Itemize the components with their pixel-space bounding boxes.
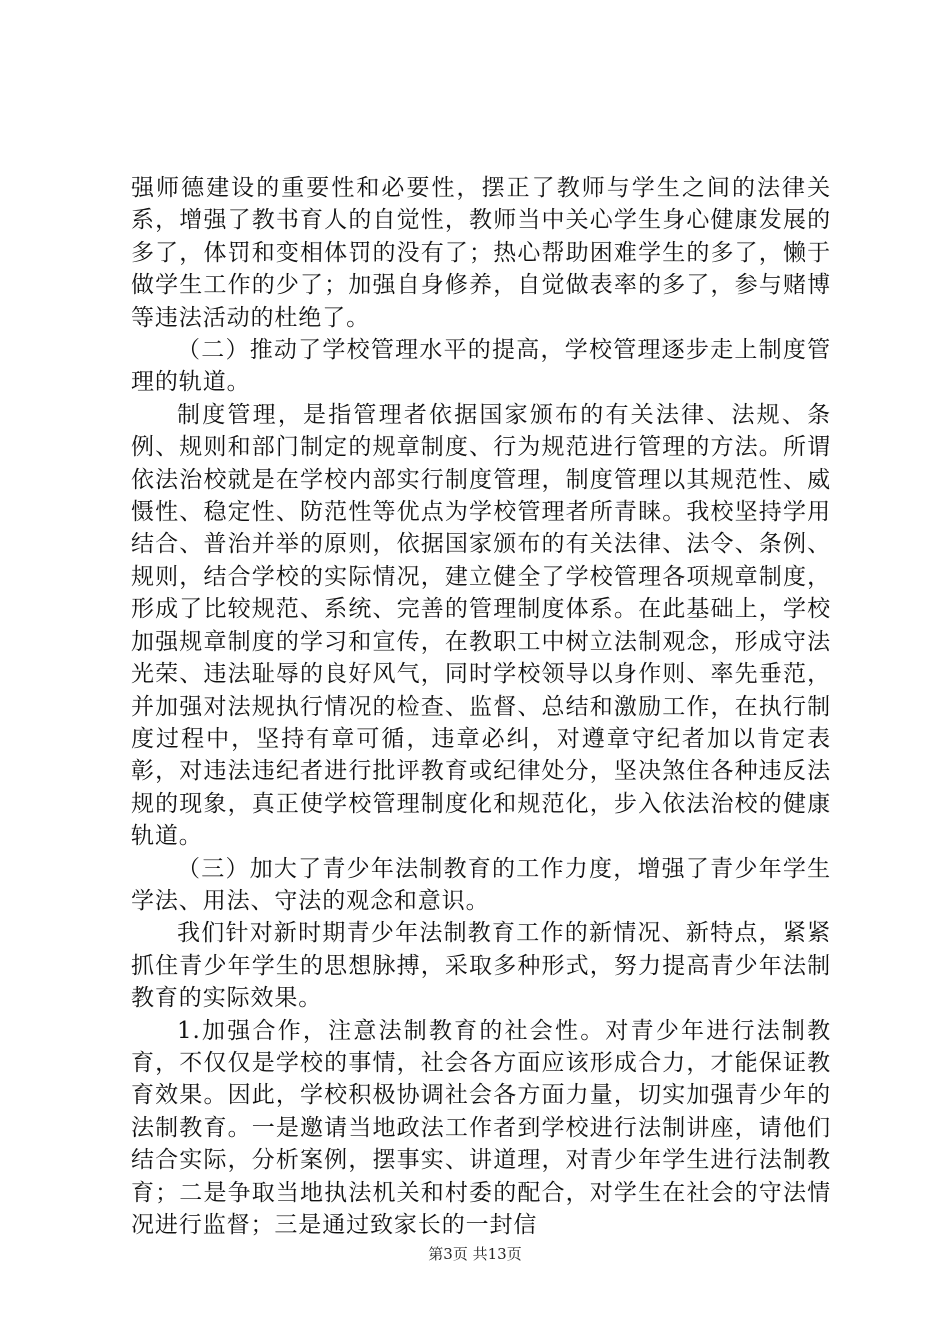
paragraph-1: 强师德建设的重要性和必要性，摆正了教师与学生之间的法律关系，增强了教书育人的自觉性，教师当中关心学生身心健康发展的多了，体罚和变相体罚的没有了；热心帮助困难学生的多了，懒于做学生工作的少了；加强自身修养，自觉做表率的多了，参与赌博等违法活动的杜绝了。 (131, 175, 831, 331)
paragraph-2: （二）推动了学校管理水平的提高，学校管理逐步走上制度管理的轨道。 (131, 337, 831, 396)
paragraph-6: 1.加强合作，注意法制教育的社会性。对青少年进行法制教育，不仅仅是学校的事情，社会各方面应该形成合力，才能保证教育效果。因此，学校积极协调社会各方面力量，切实加强青少年的法制教育。一是邀请当地政法工作者到学校进行法制讲座，请他们结合实际，分析案例，摆事实、讲道理，对青少年学生进行法制教育；二是争取当地执法机关和村委的配合，对学生在社会的守法情况进行监督；三是通过致家长的一封信 (131, 1017, 831, 1238)
document-body (131, 172, 831, 1241)
paragraph-5: 我们针对新时期青少年法制教育工作的新情况、新特点，紧紧抓住青少年学生的思想脉搏，采取多种形式，努力提高青少年法制教育的实际效果。 (131, 920, 831, 1012)
page-number-label: 第3页 共13页 (428, 1245, 522, 1263)
page-footer (0, 1244, 950, 1264)
paragraph-4: （三）加大了青少年法制教育的工作力度，增强了青少年学生学法、用法、守法的观念和意识。 (131, 855, 831, 914)
paragraph-3: 制度管理，是指管理者依据国家颁布的有关法律、法规、条例、规则和部门制定的规章制度、行为规范进行管理的方法。所谓依法治校就是在学校内部实行制度管理，制度管理以其规范性、威慑性、稳定性、防范性等优点为学校管理者所青睐。我校坚持学用结合、普治并举的原则，依据国家颁布的有关法律、法令、条例、规则，结合学校的实际情况，建立健全了学校管理各项规章制度，形成了比较规范、系统、完善的管理制度体系。在此基础上，学校加强规章制度的学习和宣传，在教职工中树立法制观念，形成守法光荣、违法耻辱的良好风气，同时学校领导以身作则、率先垂范，并加强对法规执行情况的检查、监督、总结和激励工作，在执行制度过程中，坚持有章可循，违章必纠，对遵章守纪者加以肯定表彰，对违法违纪者进行批评教育或纪律处分，坚决煞住各种违反法规的现象，真正使学校管理制度化和规范化，步入依法治校的健康轨道。 (131, 401, 831, 850)
